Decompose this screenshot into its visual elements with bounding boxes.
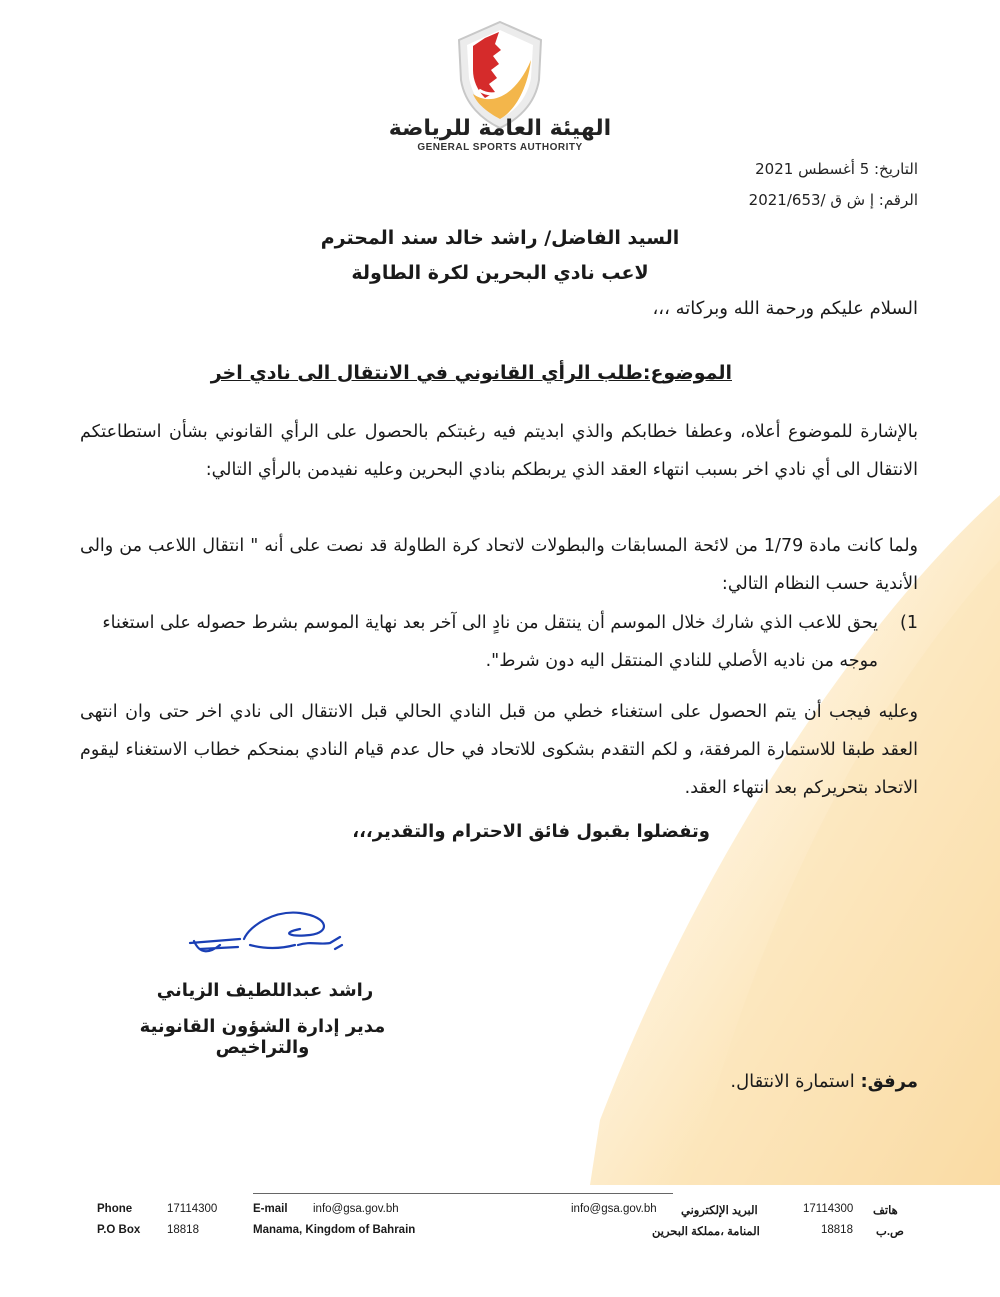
signatory-name: راشد عبداللطيف الزياني bbox=[156, 980, 374, 1001]
footer-email-value[interactable]: info@gsa.gov.bh bbox=[313, 1203, 399, 1215]
footer-email-label-ar: البريد الإلكتروني bbox=[681, 1205, 758, 1217]
org-name-english: GENERAL SPORTS AUTHORITY bbox=[417, 142, 583, 153]
body-paragraph-2: ولما كانت مادة 1/79 من لائحة المسابقات والبطولات لاتحاد كرة الطاولة قد نصت على أنه " انتقال اللاعب من والى الأندية حسب النظام التالي: bbox=[80, 536, 918, 594]
footer-phone-value: 17114300 bbox=[167, 1203, 218, 1215]
footer-address-en: Manama, Kingdom of Bahrain bbox=[253, 1224, 416, 1236]
footer-pobox-label-ar: ص.ب bbox=[876, 1226, 904, 1238]
footer bbox=[0, 1195, 1000, 1255]
subject-line: الموضوع:طلب الرأي القانوني في الانتقال الى نادي اخر bbox=[210, 362, 732, 384]
signatory-title: مدير إدارة الشؤون القانونية والتراخيص bbox=[139, 1016, 386, 1058]
footer-pobox-value: 18818 bbox=[167, 1224, 199, 1236]
attachment-value: استمارة الانتقال. bbox=[730, 1071, 855, 1092]
greeting: السلام عليكم ورحمة الله وبركاته ،،، bbox=[652, 298, 918, 319]
date-line: التاريخ: 5 أغسطس 2021 bbox=[755, 160, 918, 178]
footer-phone-value-ar-side: 17114300 bbox=[803, 1203, 854, 1215]
addressee-title: لاعب نادي البحرين لكرة الطاولة bbox=[351, 262, 649, 284]
list-item-number: 1) bbox=[900, 613, 918, 633]
signature-icon bbox=[180, 905, 350, 975]
footer-email-label: E-mail bbox=[253, 1203, 288, 1215]
footer-email-value-ar-side[interactable]: info@gsa.gov.bh bbox=[571, 1203, 657, 1215]
footer-pobox-label: P.O Box bbox=[97, 1224, 141, 1236]
body-paragraph-1: بالإشارة للموضوع أعلاه، وعطفا خطابكم والذي ابديتم فيه رغبتكم بالحصول على الرأي القانوني بشأن استطاعتكم الانتقال الى أي نادي اخر بسبب انتهاء العقد الذي يربطكم بنادي البحرين وعليه نفيدمن بالرأي التالي: bbox=[80, 422, 918, 480]
reference-line: الرقم: إ ش ق /2021/653 bbox=[748, 191, 918, 209]
body-paragraph-3: وعليه فيجب أن يتم الحصول على استغناء خطي من قبل النادي الحالي قبل الانتقال الى نادي اخر حتى وان انتهى العقد طبقا للاستمارة المرفقة، و لكم التقدم بشكوى للاتحاد في حال عدم قيام النادي بمنحكم خطاب الاستغناء ليقوم الاتحاد بتحريركم بعد انتهاء العقد. bbox=[80, 702, 918, 798]
attachment-label: مرفق: bbox=[860, 1071, 918, 1092]
footer-pobox-value-ar-side: 18818 bbox=[821, 1224, 853, 1236]
closing-line: وتفضلوا بقبول فائق الاحترام والتقدير،،، bbox=[352, 821, 710, 842]
footer-divider bbox=[253, 1193, 673, 1194]
footer-address-ar: المنامة ،مملكة البحرين bbox=[652, 1226, 760, 1238]
footer-phone-label-ar: هاتف bbox=[873, 1205, 898, 1217]
list-item bbox=[80, 604, 918, 680]
attachment-line bbox=[730, 1071, 918, 1092]
gsa-logo-icon bbox=[455, 20, 545, 130]
list-item-text: يحق للاعب الذي شارك خلال الموسم أن ينتقل من نادٍ الى آخر بعد نهاية الموسم بشرط حصوله على استغناء موجه من ناديه الأصلي للنادي المنتقل اليه دون شرط". bbox=[102, 613, 878, 671]
org-name-arabic: الهيئة العامة للرياضة bbox=[388, 116, 612, 141]
footer-phone-label: Phone bbox=[97, 1203, 133, 1215]
addressee-name: السيد الفاضل/ راشد خالد سند المحترم bbox=[320, 227, 680, 249]
